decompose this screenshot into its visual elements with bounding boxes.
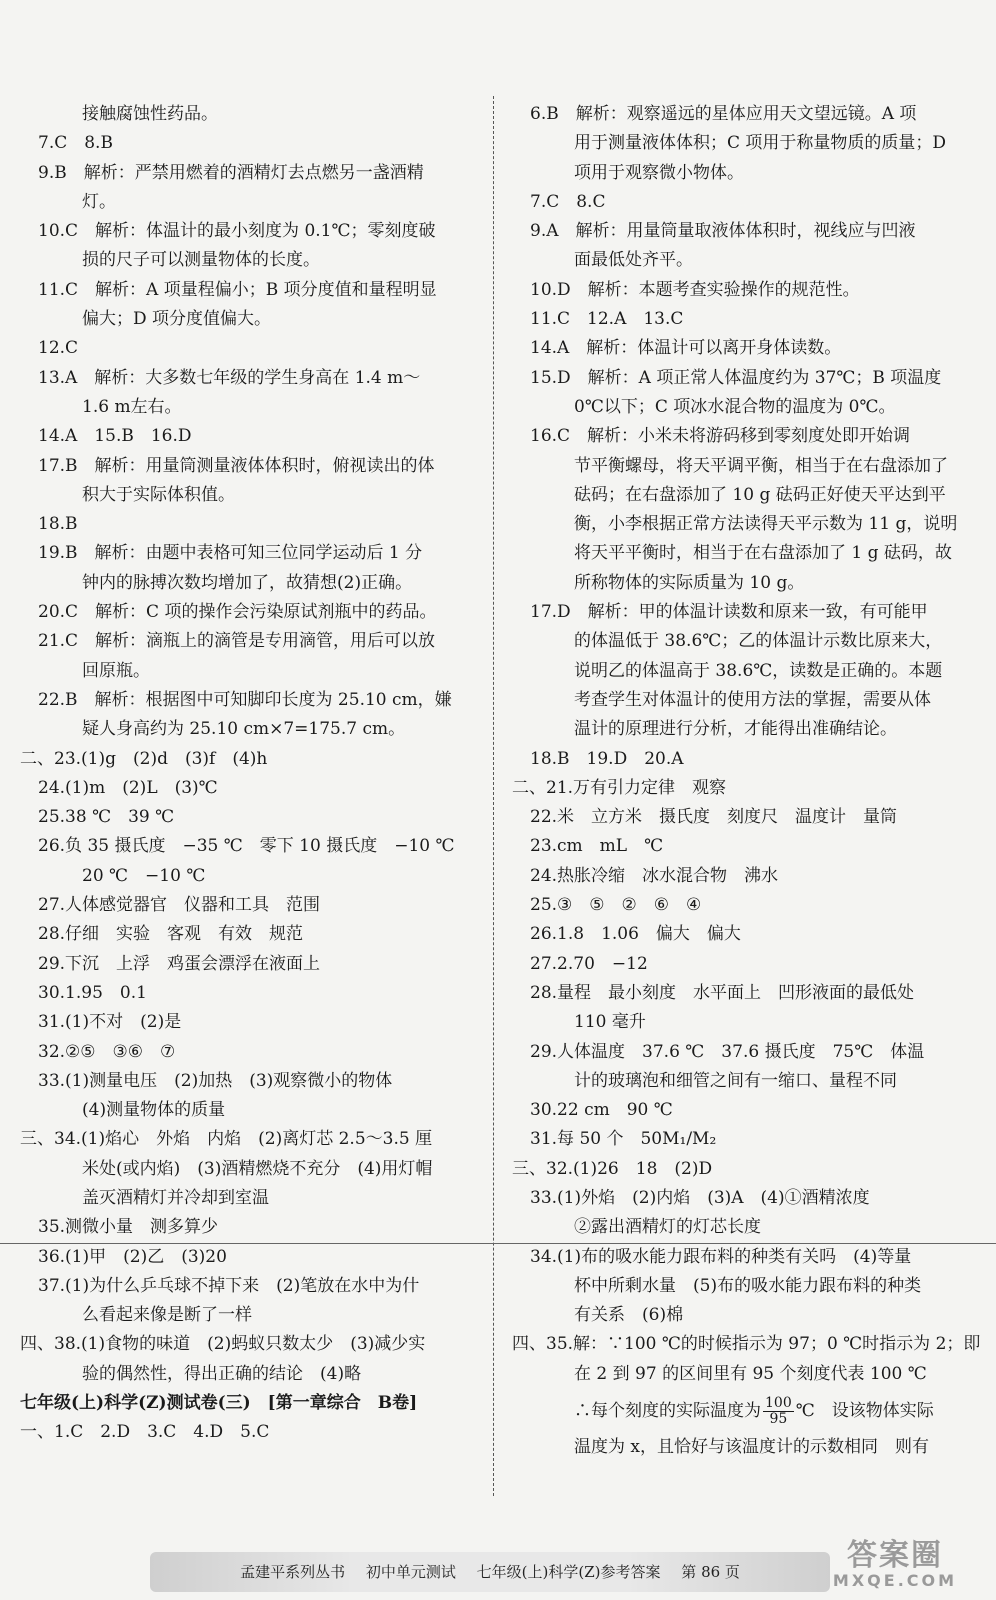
answer-line: 7.C 8.C (530, 191, 606, 212)
footer-series: 孟建平系列丛书 (240, 1563, 346, 1581)
fraction-line (512, 1389, 978, 1433)
answer-line: 二、21.万有引力定律 观察 (512, 777, 727, 798)
answer-line: 32.②⑤ ③⑥ ⑦ (38, 1041, 176, 1062)
answer-line: 14.A 解析：体温计可以离开身体读数。 (530, 338, 842, 359)
answer-line: 26.1.8 1.06 偏大 偏大 (530, 924, 741, 945)
fraction-numerator: 100 (765, 1395, 792, 1412)
answer-line: 18.B 19.D 20.A (530, 748, 684, 769)
answer-line: 回原瓶。 (82, 660, 150, 681)
answer-line: 21.C 解析：滴瓶上的滴管是专用滴管，用后可以放 (38, 631, 436, 652)
footer-subject: 七年级(上)科学(Z)参考答案 (476, 1563, 661, 1581)
answer-line: 10.D 解析：本题考查实验操作的规范性。 (530, 279, 860, 300)
answer-line: 28.仔细 实验 客观 有效 规范 (38, 924, 304, 945)
answer-line: 28.量程 最小刻度 水平面上 凹形液面的最低处 (530, 982, 915, 1003)
answer-line: 11.C 12.A 13.C (530, 309, 684, 330)
section-title: 七年级(上)科学(Z)测试卷(三) [第一章综合 B卷] (20, 1393, 418, 1414)
watermark-logo (810, 1540, 980, 1596)
answer-line: 项用于观察微小物体。 (574, 162, 744, 183)
answer-line: 20 ℃ −10 ℃ (82, 865, 206, 886)
answer-line: 30.22 cm 90 ℃ (530, 1100, 673, 1121)
fraction-suffix: ℃ 设该物体实际 (795, 1401, 934, 1422)
answer-line: 么看起来像是断了一样 (82, 1305, 252, 1326)
answer-line: 22.B 解析：根据图中可知脚印长度为 25.10 cm，嫌 (38, 689, 452, 710)
footer-page-number: 第 86 页 (681, 1563, 740, 1581)
answer-line: 37.(1)为什么乒乓球不掉下来 (2)笔放在水中为什 (38, 1275, 420, 1296)
answer-line: 有关系 (6)棉 (574, 1305, 684, 1326)
answer-line: 损的尺子可以测量物体的长度。 (82, 250, 320, 271)
answer-line: 四、38.(1)食物的味道 (2)蚂蚁只数太少 (3)减少实 (20, 1334, 426, 1355)
answer-line: 用于测量液体体积；C 项用于称量物质的质量；D (574, 133, 947, 154)
answer-line: 31.(1)不对 (2)是 (38, 1012, 182, 1033)
answer-line: 33.(1)测量电压 (2)加热 (3)观察微小的物体 (38, 1070, 393, 1091)
answer-line: 9.A 解析：用量筒量取液体体积时，视线应与凹液 (530, 221, 916, 242)
answer-line: 三、34.(1)焰心 外焰 内焰 (2)离灯芯 2.5～3.5 厘 (20, 1129, 433, 1150)
left-column (20, 100, 482, 1448)
answer-line: 积大于实际体积值。 (82, 484, 235, 505)
answer-line: 110 毫升 (574, 1012, 646, 1033)
watermark-bottom: MXQE.COM (832, 1571, 958, 1590)
answer-line: 说明乙的体温高于 38.6℃，读数是正确的。本题 (574, 660, 943, 681)
answer-line: 22.米 立方米 摄氏度 刻度尺 温度计 量筒 (530, 807, 898, 828)
answer-line: 29.下沉 上浮 鸡蛋会漂浮在液面上 (38, 953, 321, 974)
fraction (763, 1396, 794, 1427)
answer-line: 验的偶然性，得出正确的结论 (4)略 (82, 1363, 362, 1384)
answer-line: 钟内的脉搏次数均增加了，故猜想(2)正确。 (82, 572, 413, 593)
answer-line: 计的玻璃泡和细管之间有一缩口、量程不同 (574, 1070, 897, 1091)
answer-line: 11.C 解析：A 项量程偏小；B 项分度值和量程明显 (38, 279, 437, 300)
right-column (512, 100, 981, 1462)
answer-line: 33.(1)外焰 (2)内焰 (3)A (4)①酒精浓度 (530, 1187, 870, 1208)
page-footer (150, 1552, 830, 1592)
answer-line: 衡，小李根据正常方法读得天平示数为 11 g，说明 (574, 514, 958, 535)
answer-line: 24.热胀冷缩 冰水混合物 沸水 (530, 865, 779, 886)
answer-line: 6.B 解析：观察遥远的星体应用天文望远镜。A 项 (530, 104, 917, 124)
answer-line: 四、35.解：∵100 ℃的时候指示为 97；0 ℃时指示为 2；即 (512, 1334, 981, 1355)
answer-line: 23.cm mL ℃ (530, 836, 664, 857)
answer-line: 18.B (38, 514, 78, 535)
answer-line: 0℃以下；C 项冰水混合物的温度为 0℃。 (574, 396, 896, 417)
answer-line: 27.2.70 −12 (530, 953, 648, 974)
answer-line: 灯。 (82, 191, 116, 212)
answer-line: 的体温低于 38.6℃；乙的体温计示数比原来大， (574, 631, 943, 652)
answer-line: 节平衡螺母，将天平调平衡，相当于在右盘添加了 (574, 455, 948, 476)
answer-line: 10.C 解析：体温计的最小刻度为 0.1℃；零刻度破 (38, 221, 436, 242)
answer-line: 26.负 35 摄氏度 −35 ℃ 零下 10 摄氏度 −10 ℃ (38, 836, 455, 857)
answer-line: 温计的原理进行分析，才能得出准确结论。 (574, 719, 897, 740)
answer-line: 16.C 解析：小米未将游码移到零刻度处即开始调 (530, 426, 911, 447)
answer-line: 杯中所剩水量 (5)布的吸水能力跟布料的种类 (574, 1275, 922, 1296)
answer-line: 砝码；在右盘添加了 10 g 砝码正好使天平达到平 (574, 484, 946, 505)
answer-line: 所称物体的实际质量为 10 g。 (574, 572, 805, 593)
answer-line: (4)测量物体的质量 (82, 1100, 226, 1121)
fraction-denominator: 95 (769, 1411, 788, 1428)
answer-line: 15.D 解析：A 项正常人体温度约为 37℃；B 项温度 (530, 367, 942, 388)
answer-line: 9.B 解析：严禁用燃着的酒精灯去点燃另一盏酒精 (38, 162, 424, 183)
answer-line: 盖灭酒精灯并冷却到室温 (82, 1187, 269, 1208)
answer-line: 34.(1)布的吸水能力跟布料的种类有关吗 (4)等量 (530, 1246, 912, 1267)
answer-line: 17.B 解析：用量筒测量液体体积时，俯视读出的体 (38, 455, 435, 476)
answer-line: ②露出酒精灯的灯芯长度 (574, 1217, 761, 1238)
answer-line: 20.C 解析：C 项的操作会污染原试剂瓶中的药品。 (38, 602, 437, 623)
answer-line: 14.A 15.B 16.D (38, 426, 192, 447)
answer-line: 25.③ ⑤ ② ⑥ ④ (530, 895, 702, 916)
column-divider (493, 96, 494, 1496)
answer-line: 29.人体温度 37.6 ℃ 37.6 摄氏度 75℃ 体温 (530, 1041, 925, 1062)
answer-line: 偏大；D 项分度值偏大。 (82, 309, 272, 330)
answer-line: 36.(1)甲 (2)乙 (3)20 (38, 1246, 227, 1267)
answer-line: 将天平平衡时，相当于在右盘添加了 1 g 砝码，故 (574, 543, 952, 564)
answer-line: 二、23.(1)g (2)d (3)f (4)h (20, 748, 268, 769)
answer-line: 30.1.95 0.1 (38, 982, 147, 1003)
answer-line: 在 2 到 97 的区间里有 95 个刻度代表 100 ℃ (574, 1363, 927, 1384)
answer-line: 一、1.C 2.D 3.C 4.D 5.C (20, 1422, 270, 1443)
footer-book: 初中单元测试 (365, 1563, 456, 1581)
answer-line: 疑人身高约为 25.10 cm×7=175.7 cm。 (82, 719, 406, 740)
watermark-top: 答案圈 (847, 1538, 943, 1573)
answer-line: 35.测微小量 测多算少 (38, 1217, 219, 1238)
answer-line: 7.C 8.B (38, 133, 113, 154)
answer-line: 31.每 50 个 50M₁/M₂ (530, 1129, 717, 1150)
answer-line: 1.6 m左右。 (82, 396, 182, 417)
answer-line: 17.D 解析：甲的体温计读数和原来一致，有可能甲 (530, 602, 928, 623)
answer-line: 考查学生对体温计的使用方法的掌握，需要从体 (574, 689, 931, 710)
answer-line: 三、32.(1)26 18 (2)D (512, 1158, 713, 1179)
fraction-prefix: ∴每个刻度的实际温度为 (574, 1401, 761, 1422)
answer-line: 12.C (38, 338, 79, 359)
answer-line: 13.A 解析：大多数七年级的学生身高在 1.4 m～ (38, 367, 421, 388)
answer-line: 温度为 x，且恰好与该温度计的示数相同 则有 (574, 1437, 929, 1458)
answer-line: 19.B 解析：由题中表格可知三位同学运动后 1 分 (38, 543, 423, 564)
answer-line: 27.人体感觉器官 仪器和工具 范围 (38, 895, 321, 916)
answer-line: 24.(1)m (2)L (3)℃ (38, 777, 218, 798)
answer-line: 面最低处齐平。 (574, 250, 693, 271)
answer-line: 米处(或内焰) (3)酒精燃烧不充分 (4)用灯帽 (82, 1158, 433, 1179)
answer-line: 25.38 ℃ 39 ℃ (38, 807, 175, 828)
answer-line: 接触腐蚀性药品。 (82, 104, 218, 124)
